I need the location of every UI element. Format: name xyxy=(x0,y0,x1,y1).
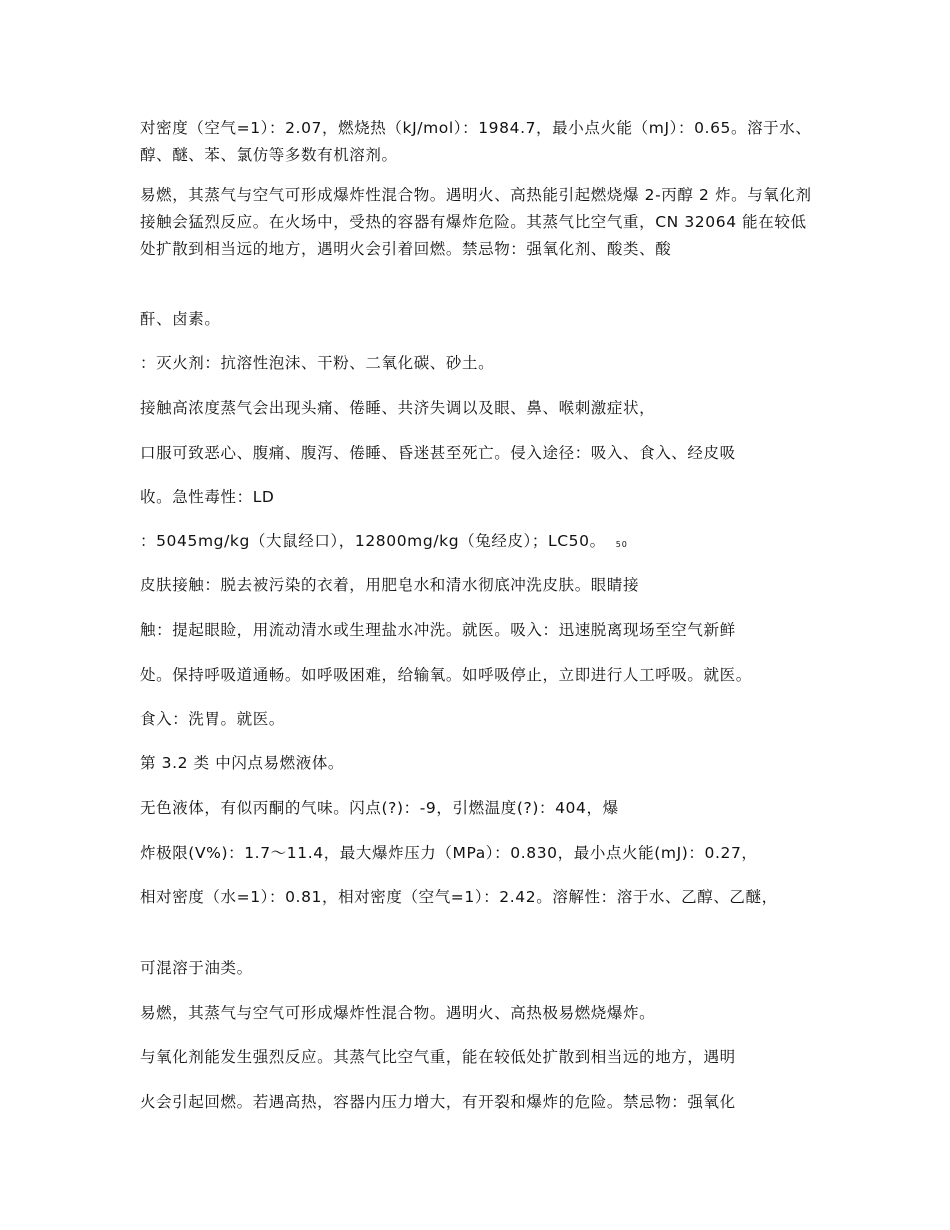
paragraph-extinguishing-agent: ：灭火剂：抗溶性泡沫、干粉、二氧化碳、砂土。 xyxy=(140,354,495,372)
subscript-50: 50 xyxy=(615,540,628,549)
paragraph-flammable-vapor: 易燃，其蒸气与空气可形成爆炸性混合物。遇明火、高热极易燃烧爆炸。 xyxy=(140,1004,656,1022)
paragraph-relative-density: 相对密度（水=1）：0.81，相对密度（空气=1）：2.42。溶解性：溶于水、乙醇、乙醚， xyxy=(140,888,778,906)
paragraph-explosion-limits: 炸极限(V%)：1.7～11.4，最大爆炸压力（MPa）：0.830，最小点火能(mJ)：0.27， xyxy=(140,844,758,862)
paragraph-acute-toxicity: 收。急性毒性：LD xyxy=(140,488,275,506)
paragraph-ingestion: 食入：洗胃。就医。 xyxy=(140,710,285,728)
paragraph-ld-values xyxy=(140,528,812,558)
paragraph-eye-contact: 触：提起眼睑，用流动清水或生理盐水冲洗。就医。吸入：迅速脱离现场至空气新鲜 xyxy=(140,621,736,639)
ld-values-text: ：5045mg/kg（大鼠经口），12800mg/kg（兔经皮）；LC50。 xyxy=(140,532,606,550)
paragraph-flashback-hazard: 火会引起回燃。若遇高热，容器内压力增大，有开裂和爆炸的危险。禁忌物：强氧化 xyxy=(140,1093,736,1111)
paragraph-anhydride-halogen: 酐、卤素。 xyxy=(140,310,221,328)
paragraph-flammability-hazard: 易燃，其蒸气与空气可形成爆炸性混合物。遇明火、高热能引起燃烧爆 2-丙醇 2 炸。与氧化剂接触会猛烈反应。在火场中，受热的容器有爆炸危险。其蒸气比空气重，CN 32064 能在较低处扩散到相当远的地方，遇明火会引着回燃。禁忌物：强氧化剂、酸类、酸 xyxy=(140,186,812,258)
paragraph-exposure-symptoms: 接触高浓度蒸气会出现头痛、倦睡、共济失调以及眼、鼻、喉刺激症状， xyxy=(140,399,656,417)
paragraph-appearance: 无色液体，有似丙酮的气味。闪点(?)：-9，引燃温度(?)：404，爆 xyxy=(140,799,619,817)
paragraph-inhalation: 处。保持呼吸道通畅。如呼吸困难，给输氧。如呼吸停止，立即进行人工呼吸。就医。 xyxy=(140,666,752,684)
paragraph-oxidizer-reaction: 与氧化剂能发生强烈反应。其蒸气比空气重，能在较低处扩散到相当远的地方，遇明 xyxy=(140,1048,736,1066)
paragraph-oral-effects: 口服可致恶心、腹痛、腹泻、倦睡、昏迷甚至死亡。侵入途径：吸入、食入、经皮吸 xyxy=(140,444,736,462)
paragraph-miscible-oils: 可混溶于油类。 xyxy=(140,959,253,977)
paragraph-density-combustion: 对密度（空气=1）：2.07，燃烧热（kJ/mol）：1984.7，最小点火能（mJ）：0.65。溶于水、醇、醚、苯、氯仿等多数有机溶剂。 xyxy=(140,119,812,164)
paragraph-skin-contact: 皮肤接触：脱去被污染的衣着，用肥皂水和清水彻底冲洗皮肤。眼睛接 xyxy=(140,576,640,594)
paragraph-hazard-class: 第 3.2 类 中闪点易燃液体。 xyxy=(140,754,345,772)
